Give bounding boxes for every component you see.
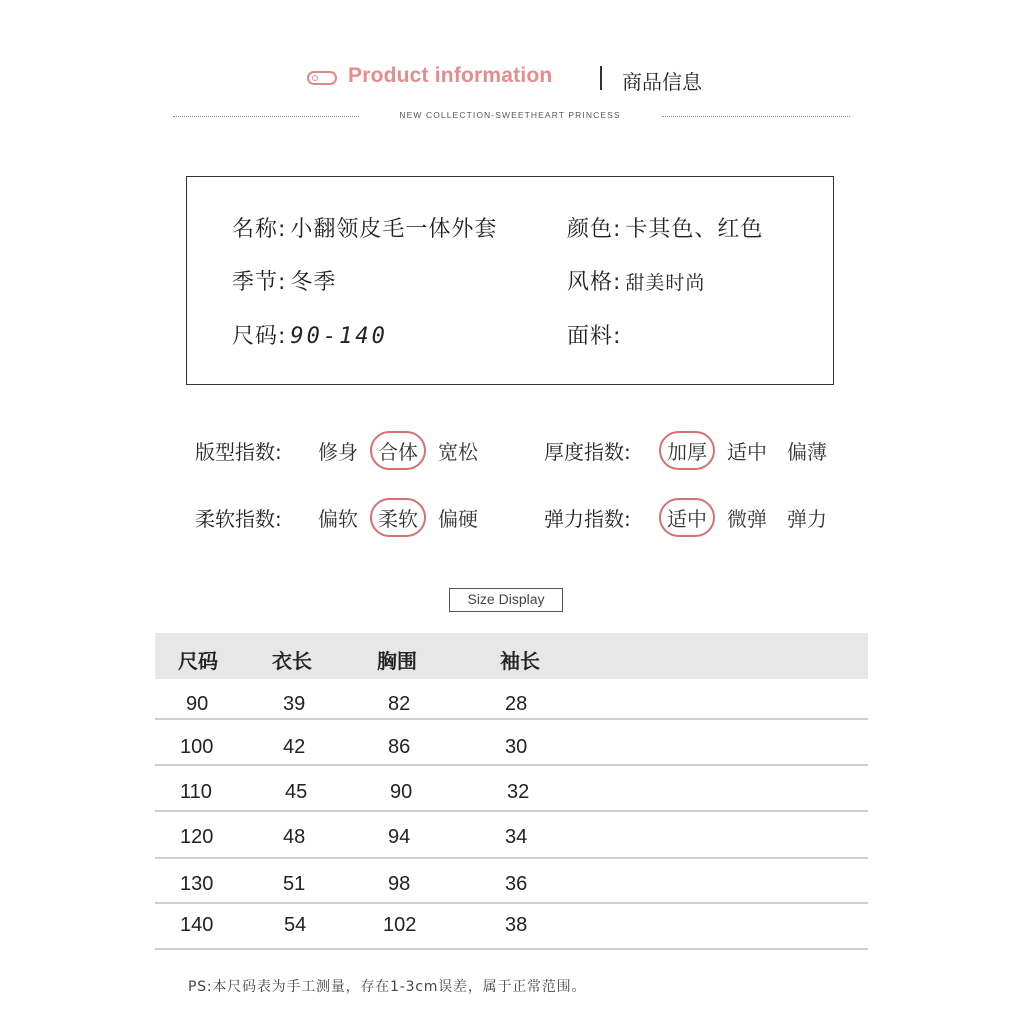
row-divider xyxy=(155,902,868,904)
thickness-option-2: 适中 xyxy=(727,440,767,464)
table-cell: 130 xyxy=(180,873,214,895)
header-length: 衣长 xyxy=(272,649,312,673)
divider-right xyxy=(662,116,850,117)
table-cell: 110 xyxy=(180,781,212,803)
info-size xyxy=(232,319,388,350)
elasticity-option-2: 微弹 xyxy=(727,507,767,531)
thickness-index-label: 厚度指数: xyxy=(544,440,631,464)
elasticity-index-label: 弹力指数: xyxy=(544,507,631,531)
title-chinese: 商品信息 xyxy=(622,70,702,94)
subtitle: NEW COLLECTION-SWEETHEART PRINCESS xyxy=(399,110,621,120)
info-style xyxy=(567,265,705,296)
size-table-header xyxy=(155,633,868,679)
header-sleeve: 袖长 xyxy=(500,649,540,673)
row-divider xyxy=(155,810,868,812)
fit-index-label: 版型指数: xyxy=(195,440,282,464)
table-cell: 54 xyxy=(284,914,307,936)
softness-option-2-selected: 柔软 xyxy=(370,498,426,537)
divider-left xyxy=(173,116,359,117)
table-cell: 34 xyxy=(505,826,528,848)
fit-option-3: 宽松 xyxy=(438,440,478,464)
table-cell: 32 xyxy=(507,781,530,803)
fit-option-1: 修身 xyxy=(318,440,358,464)
header xyxy=(0,58,1024,98)
thickness-option-1-selected: 加厚 xyxy=(659,431,715,470)
pill-toggle-icon xyxy=(307,71,337,85)
table-cell: 36 xyxy=(505,873,528,895)
header-size: 尺码 xyxy=(178,649,218,673)
info-season-value: 冬季 xyxy=(290,270,337,295)
size-display-heading: Size Display xyxy=(449,588,563,612)
table-cell: 120 xyxy=(180,826,214,848)
info-season xyxy=(232,265,336,296)
table-cell: 38 xyxy=(505,914,528,936)
fit-option-2-selected: 合体 xyxy=(370,431,426,470)
row-divider xyxy=(155,764,868,766)
table-cell: 82 xyxy=(388,693,411,715)
info-fabric-label: 面料: xyxy=(567,324,622,349)
table-cell: 86 xyxy=(388,736,411,758)
measurement-note: PS:本尺码表为手工测量，存在1-3cm误差，属于正常范围。 xyxy=(188,979,587,995)
softness-option-3: 偏硬 xyxy=(438,507,478,531)
row-divider xyxy=(155,718,868,720)
info-size-value: 90-140 xyxy=(290,324,388,349)
table-cell: 140 xyxy=(180,914,214,936)
elasticity-option-1-selected: 适中 xyxy=(659,498,715,537)
thickness-option-3: 偏薄 xyxy=(787,440,827,464)
title-separator xyxy=(600,66,602,90)
title-english: Product information xyxy=(348,64,553,87)
table-cell: 45 xyxy=(285,781,308,803)
elasticity-option-3: 弹力 xyxy=(787,507,827,531)
table-cell: 48 xyxy=(283,826,306,848)
info-style-value: 甜美时尚 xyxy=(625,272,706,294)
softness-index-label: 柔软指数: xyxy=(195,507,282,531)
table-cell: 90 xyxy=(390,781,413,803)
info-fabric xyxy=(567,319,625,350)
table-cell: 98 xyxy=(388,873,411,895)
info-size-label: 尺码: xyxy=(232,324,287,349)
row-divider xyxy=(155,948,868,950)
info-name-label: 名称: xyxy=(232,217,287,242)
table-cell: 94 xyxy=(388,826,411,848)
row-divider xyxy=(155,857,868,859)
table-cell: 102 xyxy=(383,914,417,936)
info-name-value: 小翻领皮毛一体外套 xyxy=(290,217,498,242)
table-cell: 39 xyxy=(283,693,306,715)
softness-option-1: 偏软 xyxy=(318,507,358,531)
header-chest: 胸围 xyxy=(377,649,417,673)
table-cell: 51 xyxy=(283,873,306,895)
table-cell: 28 xyxy=(505,693,528,715)
info-color-label: 颜色: xyxy=(567,217,622,242)
table-cell: 100 xyxy=(180,736,214,758)
info-name xyxy=(232,212,497,243)
table-cell: 42 xyxy=(283,736,306,758)
table-cell: 90 xyxy=(186,693,209,715)
info-style-label: 风格: xyxy=(567,270,622,295)
info-color xyxy=(567,212,763,243)
info-color-value: 卡其色、红色 xyxy=(625,217,764,242)
table-cell: 30 xyxy=(505,736,528,758)
info-season-label: 季节: xyxy=(232,270,287,295)
